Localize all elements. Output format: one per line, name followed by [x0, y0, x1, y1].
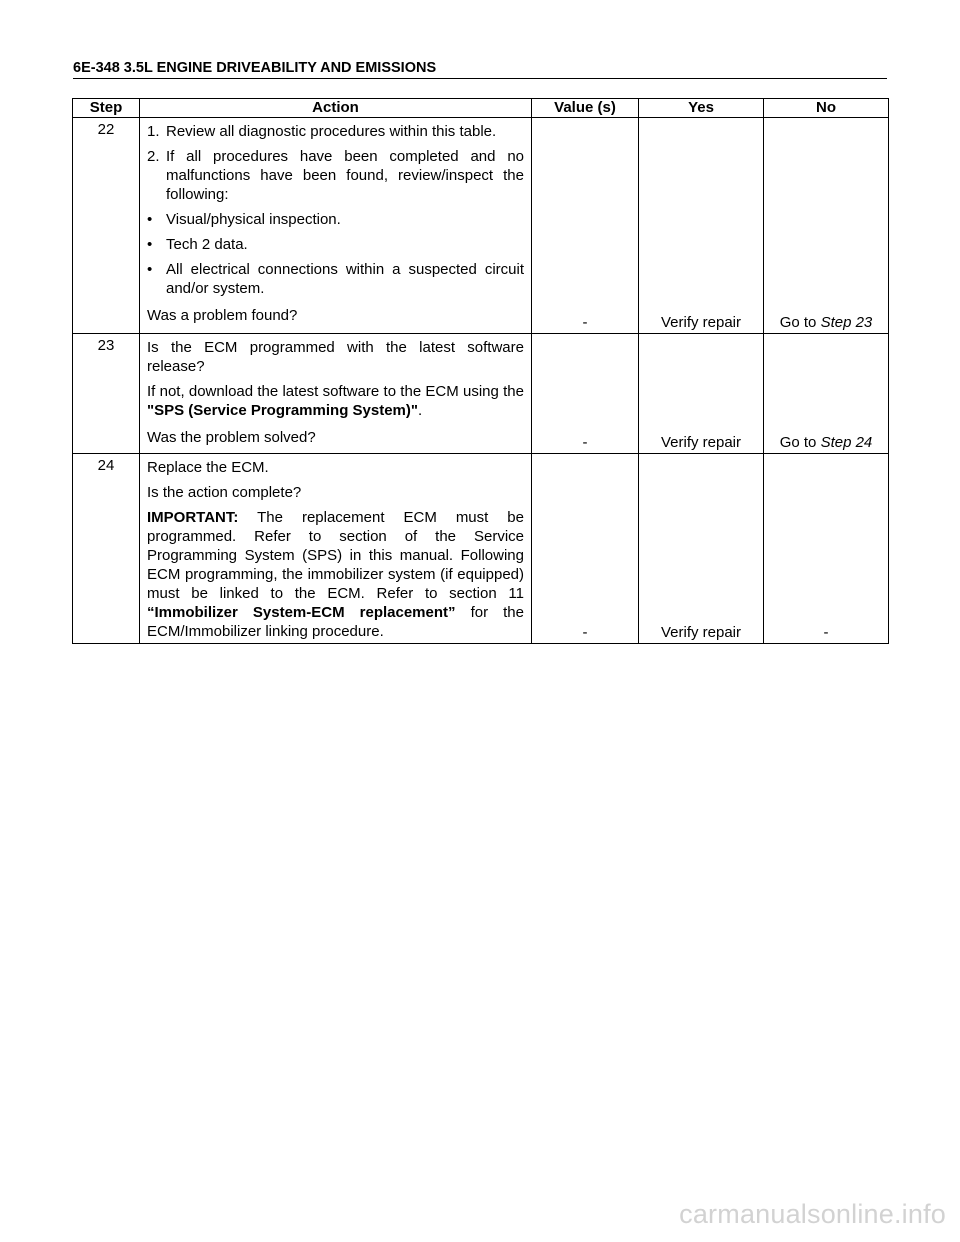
action-cell: [140, 334, 532, 454]
value-cell: -: [532, 334, 639, 454]
yes-cell: Verify repair: [639, 334, 764, 454]
list-item: [147, 210, 524, 229]
action-paragraph: [147, 382, 524, 420]
list-item: [147, 235, 524, 254]
table-row: [73, 454, 889, 644]
important-bold-text: “Immobilizer System-ECM replacement”: [147, 604, 456, 621]
value-cell: -: [532, 454, 639, 644]
important-text: for the ECM/Immobilizer linking procedure.: [147, 604, 524, 640]
bullet-text: Visual/physical inspection.: [166, 211, 341, 228]
yes-cell: Verify repair: [639, 118, 764, 334]
bullet-icon: •: [147, 261, 153, 278]
list-text: Review all diagnostic procedures within this table.: [166, 123, 497, 140]
column-header-no: No: [764, 99, 889, 118]
bullet-icon: •: [147, 236, 153, 253]
table-row: [73, 334, 889, 454]
column-header-step: Step: [73, 99, 140, 118]
page-header: 6E-348 3.5L ENGINE DRIVEABILITY AND EMISSIONS: [73, 58, 887, 79]
question-text: Was the problem solved?: [147, 429, 316, 446]
important-label: IMPORTANT:: [147, 509, 239, 526]
diagnostic-table: [72, 98, 889, 644]
list-item: [147, 122, 524, 141]
yes-cell: Verify repair: [639, 454, 764, 644]
action-paragraph: Is the action complete?: [147, 484, 302, 501]
column-header-value: Value (s): [532, 99, 639, 118]
bullet-list: [147, 210, 524, 298]
no-cell: [764, 334, 889, 454]
no-cell: -: [764, 454, 889, 644]
important-text: The replacement ECM must be programmed. Refer to section of the Service Programming System (SPS) in this manual. Following ECM programming, the immobilizer system (if equipped) must be linked to the ECM. Refer to section 11: [147, 509, 524, 602]
table-row: [73, 118, 889, 334]
action-paragraph: Replace the ECM.: [147, 459, 269, 476]
step-number: 23: [73, 334, 140, 454]
no-step-link: Step 23: [820, 314, 873, 331]
list-number: 2.: [147, 148, 160, 165]
column-header-action: Action: [140, 99, 532, 118]
watermark: carmanualsonline.info: [679, 1199, 946, 1229]
important-note: [147, 508, 524, 641]
procedure-list: [147, 122, 524, 204]
bullet-text: Tech 2 data.: [166, 236, 248, 253]
list-item: [147, 260, 524, 298]
question-text: Was a problem found?: [147, 307, 298, 324]
table-header-row: [73, 99, 889, 118]
action-bold-text: "SPS (Service Programming System)": [147, 402, 418, 419]
list-number: 1.: [147, 123, 160, 140]
no-cell: [764, 118, 889, 334]
action-cell: [140, 454, 532, 644]
action-paragraph: Is the ECM programmed with the latest software release?: [147, 339, 524, 375]
list-text: If all procedures have been completed and no malfunctions have been found, review/inspect the following:: [166, 148, 524, 203]
list-item: [147, 147, 524, 204]
action-cell: [140, 118, 532, 334]
step-number: 24: [73, 454, 140, 644]
no-prefix: Go to: [779, 314, 821, 331]
bullet-icon: •: [147, 211, 153, 228]
no-prefix: Go to: [779, 434, 821, 451]
no-step-link: Step 24: [820, 434, 873, 451]
value-cell: -: [532, 118, 639, 334]
action-text: .: [418, 402, 423, 419]
step-number: 22: [73, 118, 140, 334]
column-header-yes: Yes: [639, 99, 764, 118]
bullet-text: All electrical connections within a suspected circuit and/or system.: [166, 261, 524, 297]
action-text: If not, download the latest software to the ECM using the: [147, 383, 524, 400]
